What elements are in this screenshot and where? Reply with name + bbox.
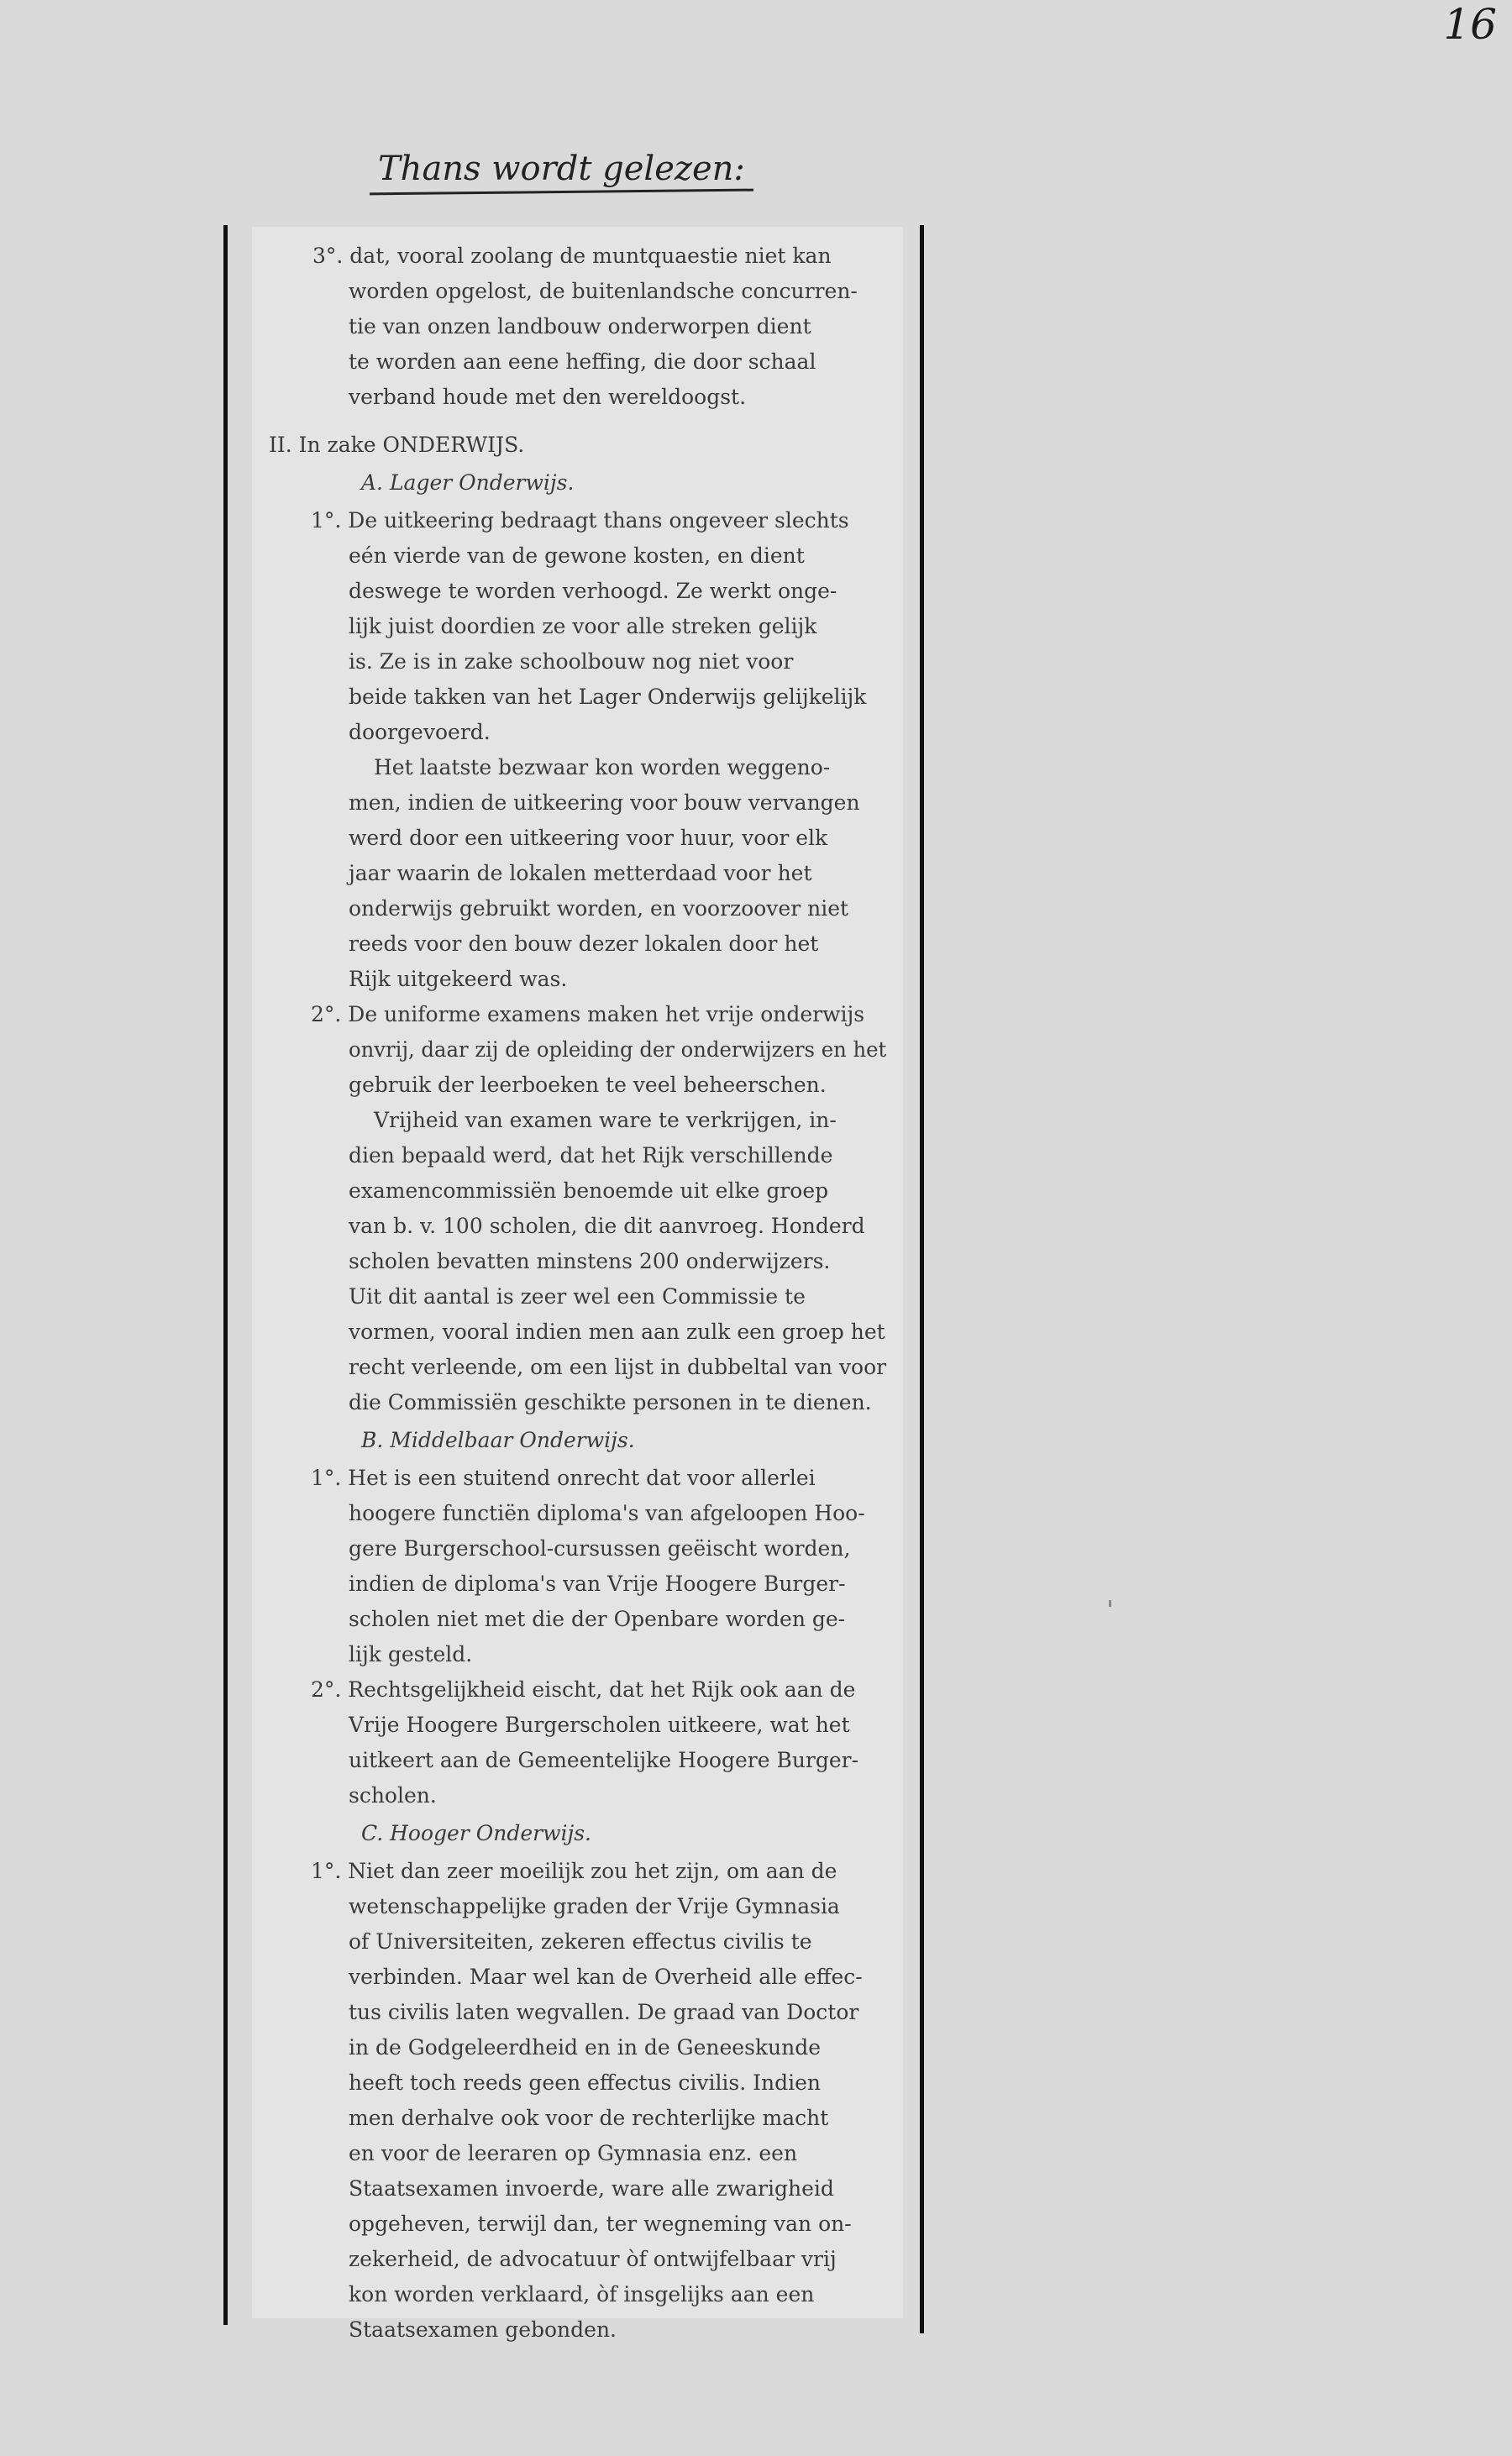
text-line: scholen niet met die der Openbare worden ge- xyxy=(349,1607,846,1631)
text-line: 1°. Het is een stuitend onrecht dat voor allerlei xyxy=(311,1466,816,1490)
text-line: gere Burgerschool-cursussen geëischt worden, xyxy=(349,1536,851,1561)
text-line: lijk gesteld. xyxy=(349,1642,473,1666)
text-line: lijk juist doordien ze voor alle streken gelijk xyxy=(349,614,817,638)
text-line: 3°. dat, vooral zoolang de muntquaestie niet kan xyxy=(312,244,832,268)
text-line: en voor de leeraren op Gymnasia enz. een xyxy=(349,2141,798,2165)
subsection-heading: A. Lager Onderwijs. xyxy=(361,470,575,495)
text-line: in de Godgeleerdheid en in de Geneeskunde xyxy=(349,2035,822,2060)
text-line: Staatsexamen gebonden. xyxy=(349,2317,617,2342)
left-margin-bar xyxy=(223,225,228,2325)
text-line: worden opgelost, de buitenlandsche concurren- xyxy=(349,279,858,303)
text-line: scholen. xyxy=(349,1783,437,1808)
text-line: gebruik der leerboeken te veel beheerschen. xyxy=(349,1073,827,1097)
section-heading: II. In zake ONDERWIJS. xyxy=(269,433,525,457)
text-line: Rijk uitgekeerd was. xyxy=(349,967,568,991)
text-line: Het laatste bezwaar kon worden weggeno- xyxy=(374,755,831,779)
handwritten-underline xyxy=(370,189,753,196)
text-line: kon worden verklaard, òf insgelijks aan een xyxy=(349,2282,815,2306)
text-line: of Universiteiten, zekeren effectus civilis te xyxy=(349,1929,812,1954)
text-line: onvrij, daar zij de opleiding der onderwijzers en het xyxy=(349,1037,887,1062)
text-line: vormen, vooral indien men aan zulk een groep het xyxy=(349,1320,885,1344)
handwritten-note xyxy=(378,150,745,188)
text-line: 1°. Niet dan zeer moeilijk zou het zijn, om aan de xyxy=(311,1859,837,1883)
handwritten-note-text: Thans wordt gelezen: xyxy=(378,150,745,188)
text-line: werd door een uitkeering voor huur, voor elk xyxy=(349,826,828,850)
text-line: scholen bevatten minstens 200 onderwijzers. xyxy=(349,1249,831,1273)
subsection-heading: B. Middelbaar Onderwijs. xyxy=(361,1428,635,1452)
text-line: eén vierde van de gewone kosten, en dient xyxy=(349,543,805,568)
text-line: opgeheven, terwijl dan, ter wegneming van on- xyxy=(349,2212,852,2236)
text-line: 2°. De uniforme examens maken het vrije onderwijs xyxy=(311,1002,865,1026)
subsection-heading: C. Hooger Onderwijs. xyxy=(361,1821,591,1845)
text-line: Vrije Hoogere Burgerscholen uitkeere, wat het xyxy=(349,1713,850,1737)
newspaper-clipping xyxy=(252,227,903,2342)
page-number: 16 xyxy=(1443,0,1497,49)
text-line: tie van onzen landbouw onderworpen dient xyxy=(349,314,811,338)
text-line: deswege te worden verhoogd. Ze werkt onge- xyxy=(349,579,837,603)
text-line: doorgevoerd. xyxy=(349,720,491,744)
text-line: is. Ze is in zake schoolbouw nog niet voor xyxy=(349,649,794,674)
text-line: van b. v. 100 scholen, die dit aanvroeg. Honderd xyxy=(349,1214,865,1238)
text-line: men derhalve ook voor de rechterlijke macht xyxy=(349,2106,829,2130)
text-line: dien bepaald werd, dat het Rijk verschillende xyxy=(349,1143,833,1168)
text-line: beide takken van het Lager Onderwijs gelijkelijk xyxy=(349,685,867,709)
text-line: te worden aan eene heffing, die door schaal xyxy=(349,349,816,374)
text-line: hoogere functiën diploma's van afgeloopen Hoo- xyxy=(349,1501,865,1525)
text-line: indien de diploma's van Vrije Hoogere Burger- xyxy=(349,1572,846,1596)
text-line: verbinden. Maar wel kan de Overheid alle effec- xyxy=(349,1965,863,1989)
text-line: reeds voor den bouw dezer lokalen door het xyxy=(349,931,819,956)
text-line: 1°. De uitkeering bedraagt thans ongeveer slechts xyxy=(311,508,849,533)
text-line: verband houde met den wereldoogst. xyxy=(349,385,747,409)
text-line: Staatsexamen invoerde, ware alle zwarigheid xyxy=(349,2176,834,2201)
text-line: zekerheid, de advocatuur òf ontwijfelbaar vrij xyxy=(349,2247,837,2271)
text-line: wetenschappelijke graden der Vrije Gymnasia xyxy=(349,1894,840,1918)
text-line: Uit dit aantal is zeer wel een Commissie te xyxy=(349,1284,806,1309)
text-line: examencommissiën benoemde uit elke groep xyxy=(349,1178,829,1203)
text-line: die Commissiën geschikte personen in te dienen. xyxy=(349,1390,872,1414)
text-line: recht verleende, om een lijst in dubbeltal van voor xyxy=(349,1355,887,1379)
text-line: uitkeert aan de Gemeentelijke Hoogere Burger- xyxy=(349,1748,859,1772)
text-line: tus civilis laten wegvallen. De graad van Doctor xyxy=(349,2000,859,2024)
text-line: jaar waarin de lokalen metterdaad voor het xyxy=(349,861,812,885)
text-line: onderwijs gebruikt worden, en voorzoover niet xyxy=(349,896,849,921)
paper-speck xyxy=(1109,1600,1111,1607)
right-margin-bar xyxy=(920,225,924,2333)
text-line: men, indien de uitkeering voor bouw vervangen xyxy=(349,790,860,815)
text-line: 2°. Rechtsgelijkheid eischt, dat het Rijk ook aan de xyxy=(311,1677,856,1702)
text-line: Vrijheid van examen ware te verkrijgen, in- xyxy=(374,1108,837,1132)
text-line: heeft toch reeds geen effectus civilis. Indien xyxy=(349,2070,822,2095)
